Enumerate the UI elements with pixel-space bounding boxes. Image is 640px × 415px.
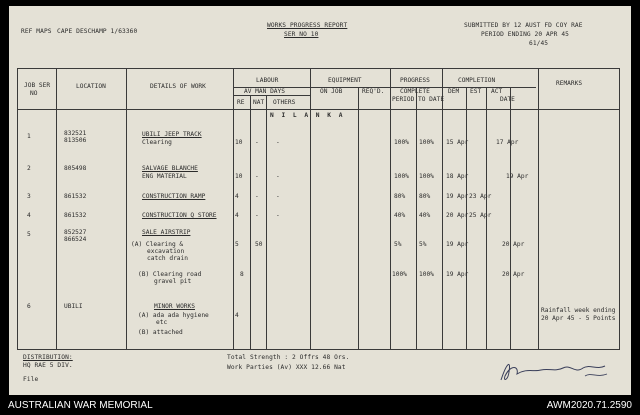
row5b-todate: 100% <box>419 271 434 278</box>
row4-nat: - <box>255 212 259 219</box>
caption-bar <box>0 395 640 415</box>
row3-act: 23 Apr <box>469 193 492 200</box>
row4-re: 4 <box>235 212 239 219</box>
row4-others: - <box>276 212 280 219</box>
report-title: WORKS PROGRESS REPORT <box>267 22 348 29</box>
row4-period: 40% <box>394 212 406 219</box>
serial-number: SER NO 10 <box>284 31 319 38</box>
row3-no: 3 <box>27 193 31 200</box>
row5a-label3: catch drain <box>147 255 188 262</box>
row2-others: - <box>276 173 280 180</box>
row5b-label: (B) Clearing road <box>138 271 202 278</box>
row1-others: - <box>276 139 280 146</box>
row3-period: 80% <box>394 193 406 200</box>
caption-source: AUSTRALIAN WAR MEMORIAL <box>8 400 153 411</box>
distribution-1: HQ RAE 5 DIV. <box>23 362 73 369</box>
row1-act: 17 Apr <box>496 139 519 146</box>
nil-stamp: N I L A N K A <box>270 112 345 119</box>
row1-loc1: 832521 <box>64 130 87 137</box>
col-completion: COMPLETION <box>458 77 496 84</box>
caption-id: AWM2020.71.2590 <box>546 400 632 411</box>
total-strength: Total Strength : 2 Offrs 48 Ors. <box>227 354 350 361</box>
col-location: LOCATION <box>76 83 106 90</box>
col-no: NO <box>30 90 38 97</box>
row5-no: 5 <box>27 231 31 238</box>
row3-others: - <box>276 193 280 200</box>
col-reqd: REQ'D. <box>362 88 385 95</box>
row1-re: 10 <box>235 139 243 146</box>
remarks-line2: 20 Apr 45 - 5 Points <box>541 315 616 322</box>
submitted-by: SUBMITTED BY 12 AUST FD COY RAE <box>464 22 583 29</box>
col-date: DATE <box>500 96 515 103</box>
row4-no: 4 <box>27 212 31 219</box>
document-page <box>9 6 631 395</box>
row6-re: 4 <box>235 312 239 319</box>
row2-re: 10 <box>235 173 243 180</box>
row1-todate: 100% <box>419 139 434 146</box>
col-labour: LABOUR <box>256 77 279 84</box>
row1-period: 100% <box>394 139 409 146</box>
row3-loc1: 861532 <box>64 193 87 200</box>
row3-dem: 19 Apr <box>446 193 469 200</box>
col-others: OTHERS <box>273 99 296 106</box>
row6a-label: (A) ada ada hygiene <box>138 312 209 319</box>
row5b-period: 100% <box>392 271 407 278</box>
row5a-nat: 50 <box>255 241 263 248</box>
row3-re: 4 <box>235 193 239 200</box>
row5a-period: 5% <box>394 241 402 248</box>
row2-no: 2 <box>27 165 31 172</box>
row5b-dem: 19 Apr <box>446 271 469 278</box>
row2-act: 19 Apr <box>506 173 529 180</box>
row4-loc1: 861532 <box>64 212 87 219</box>
work-parties: Work Parties (Av) XXX 12.66 Nat <box>227 364 346 371</box>
ref-maps-label: REF MAPS <box>21 28 52 35</box>
row1-nat: - <box>255 139 259 146</box>
col-re: RE <box>237 99 245 106</box>
row2-nat: - <box>255 173 259 180</box>
row6-loc1: UBILI <box>64 303 83 310</box>
signature <box>497 358 617 386</box>
row3-nat: - <box>255 193 259 200</box>
row5a-dem: 19 Apr <box>446 241 469 248</box>
col-details: DETAILS OF WORK <box>150 83 206 90</box>
row1-detail1: UBILI JEEP TRACK <box>142 131 202 138</box>
works-table <box>17 68 620 350</box>
col-to-date: TO DATE <box>418 96 445 103</box>
row5-loc1: 852527 <box>64 229 87 236</box>
distribution-label: DISTRIBUTION: <box>23 354 73 361</box>
row5-detail1: SALE AIRSTRIP <box>142 229 191 236</box>
row5a-todate: 5% <box>419 241 427 248</box>
col-nat: NAT <box>253 99 265 106</box>
report-number: 61/45 <box>529 40 549 47</box>
col-est: EST <box>470 88 482 95</box>
map-name: CAPE DESCHAMP 1/63360 <box>57 28 138 35</box>
row5a-label2: excavation <box>147 248 185 255</box>
row1-detail2: Clearing <box>142 139 172 146</box>
col-equipment: EQUIPMENT <box>328 77 362 84</box>
row2-loc1: 805498 <box>64 165 87 172</box>
row5b-act: 20 Apr <box>502 271 525 278</box>
row5b-label2: gravel pit <box>154 278 192 285</box>
row6a-label2: etc <box>156 319 168 326</box>
row6-detail1: MINOR WORKS <box>154 303 195 310</box>
row4-todate: 40% <box>419 212 431 219</box>
row4-act: 25 Apr <box>469 212 492 219</box>
col-complete: COMPLETE <box>400 88 430 95</box>
row4-detail1: CONSTRUCTION Q STORE <box>142 212 217 219</box>
col-progress: PROGRESS <box>400 77 430 84</box>
row3-todate: 80% <box>419 193 431 200</box>
row2-dem: 18 Apr <box>446 173 469 180</box>
col-act: ACT <box>491 88 503 95</box>
row5b-re: 8 <box>240 271 244 278</box>
row5a-label: (A) Clearing & <box>131 241 184 248</box>
row1-no: 1 <box>27 133 31 140</box>
row2-detail1: SALVAGE BLANCHE <box>142 165 198 172</box>
distribution-2: File <box>23 376 39 383</box>
col-remarks: REMARKS <box>556 80 583 87</box>
col-job-ser: JOB SER <box>24 82 51 89</box>
row6-no: 6 <box>27 303 31 310</box>
col-av-man-days: AV MAN DAYS <box>244 88 285 95</box>
row3-detail1: CONSTRUCTION RAMP <box>142 193 206 200</box>
row2-detail2: ENG MATERIAL <box>142 173 187 180</box>
row1-dem: 15 Apr <box>446 139 469 146</box>
col-dem: DEM <box>448 88 460 95</box>
row1-loc2: 813506 <box>64 137 87 144</box>
period-ending: PERIOD ENDING 20 APR 45 <box>481 31 569 38</box>
row5a-act: 20 Apr <box>502 241 525 248</box>
row6b-label: (B) attached <box>138 329 183 336</box>
col-on-job: ON JOB <box>320 88 343 95</box>
row2-todate: 100% <box>419 173 434 180</box>
row4-dem: 20 Apr <box>446 212 469 219</box>
remarks-line1: Rainfall week ending <box>541 307 616 314</box>
row2-period: 100% <box>394 173 409 180</box>
col-period: PERIOD <box>392 96 415 103</box>
row5-loc2: 866524 <box>64 236 87 243</box>
row5a-re: 5 <box>235 241 239 248</box>
